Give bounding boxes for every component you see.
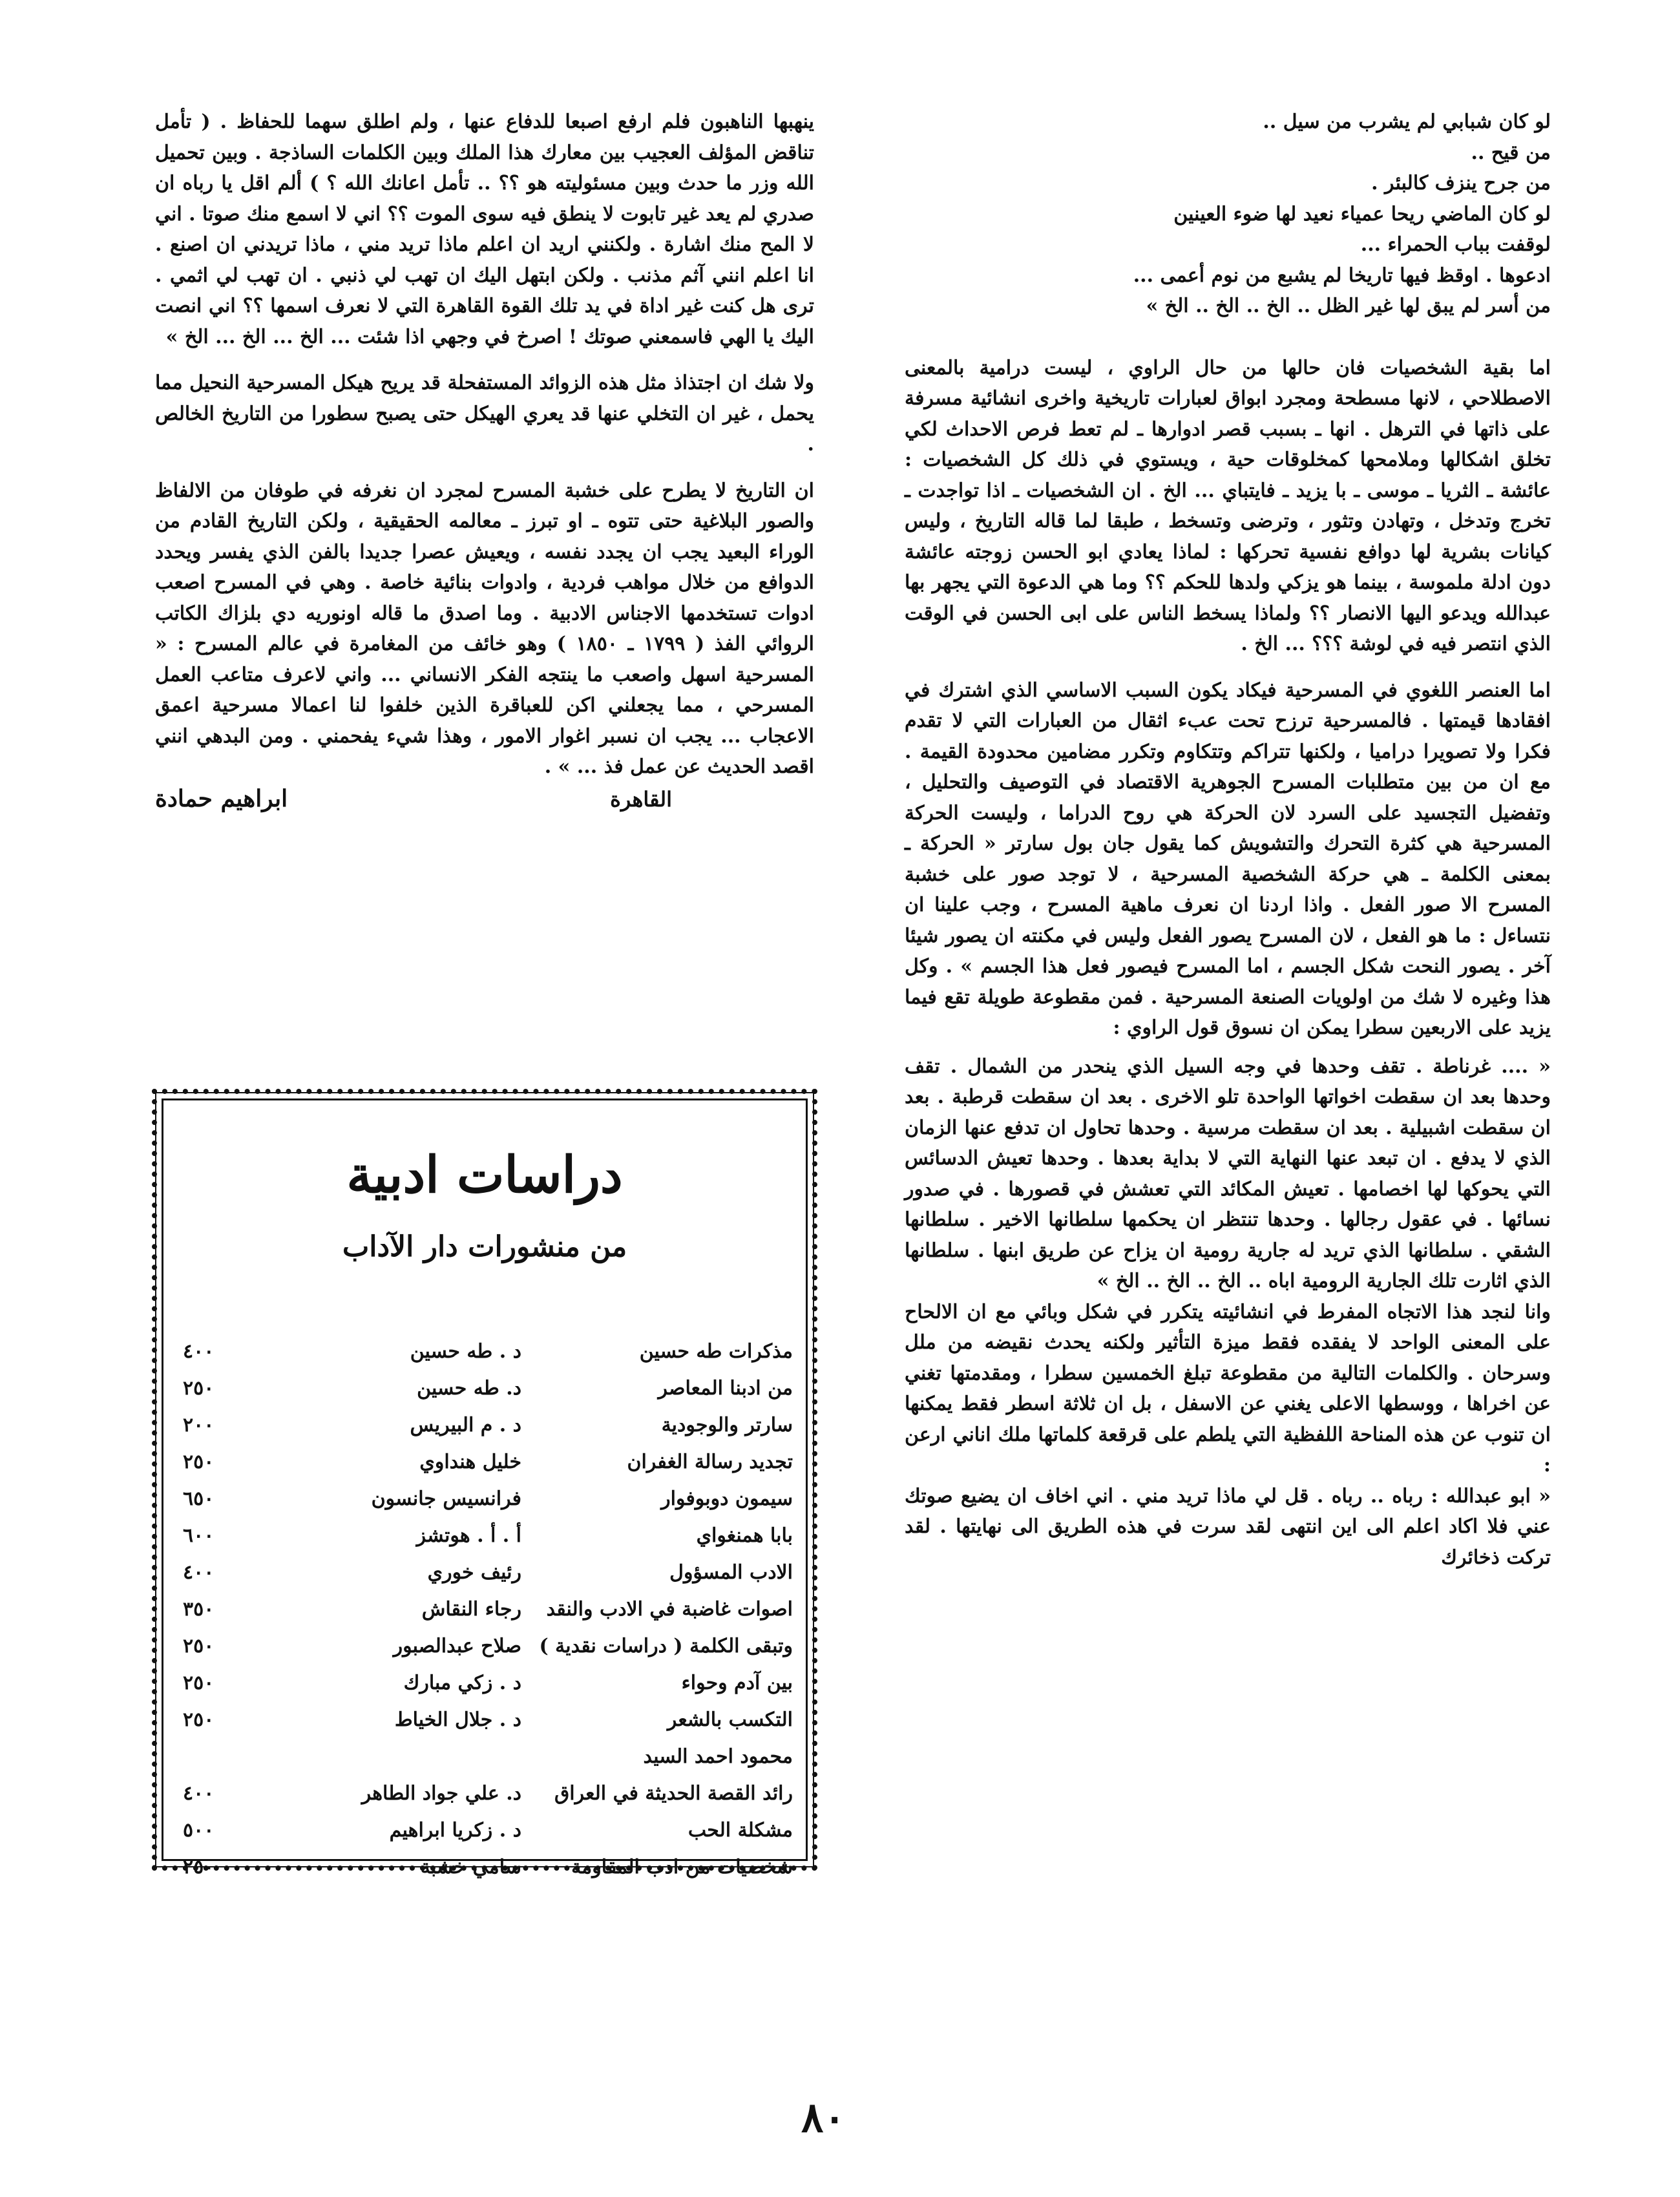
book-title: مذكرات طه حسين	[639, 1340, 793, 1363]
book-row	[176, 1701, 793, 1738]
book-row	[176, 1665, 793, 1701]
book-price: ٤٠٠	[183, 1782, 215, 1805]
advert-title: دراسات ادبية	[346, 1146, 623, 1204]
signature-city: القاهرة	[610, 786, 672, 812]
left-column	[155, 107, 814, 812]
book-price: ٢٥٠	[183, 1672, 215, 1694]
book-price: ٢٥٠	[183, 1856, 215, 1878]
book-title: تجديد رسالة الغفران	[627, 1451, 793, 1473]
paragraph: اما العنصر اللغوي في المسرحية فيكاد يكون السبب الاساسي الذي اشترك في افقادها قيمتها . فالمسرحية ترزح تحت عبء اثقال من العبارات التي لا تقدم فكرا ولا تصويرا دراميا ، ولكنها تتراكم وتتكاوم وتكرر مضامين محدودة القيمة . مع ان من بين متطلبات المسرح الجوهرية الاقتصاد في التوصيف والتحليل ، وتفضيل التجسيد على السرد لان الحركة هي روح الدراما ، وليست الحركة المسرحية هي كثرة التحرك والتشويش كما يقول جان بول سارتر « الحركة ـ بمعنى الكلمة ـ هي حركة الشخصية المسرحية ، لا توجد صور على خشبة المسرح الا صور الفعل . واذا اردنا ان نعرف ماهية المسرح ، وجب علينا ان نتساءل : ما هو الفعل ، لان المسرح يصور الفعل وليس في مكنته ان يصور شيئا آخر . يصور النحت شكل الجسم ، اما المسرح فيصور فعل هذا الجسم » . وكل هذا وغيره لا شك من اولويات الصنعة المسرحية . فمن مقطوعة طويلة تقع فيما يزيد على الاربعين سطرا يمكن ان نسوق قول الراوي :	[905, 678, 1551, 1039]
poem-line: من جرح ينزف كالبئر .	[1371, 172, 1551, 194]
poem-block	[905, 107, 1551, 322]
book-title: سيمون دوبوفوار	[661, 1487, 793, 1510]
book-author: رئيف خوري	[427, 1561, 521, 1584]
book-row	[176, 1517, 793, 1554]
book-title: اصوات غاضبة في الادب والنقد	[546, 1598, 793, 1621]
paragraph: اما بقية الشخصيات فان حالها من حال الراوي ، ليست درامية بالمعنى الاصطلاحي ، لانها مسطحة ومجرد ابواق لعبارات تاريخية واخرى انشائية مسرفة على ذاتها في الترهل . انها ـ بسبب قصر ادوارها ـ لم تعط فرص الاحداث لكي تخلق اشكالها وملامحها كمخلوقات حية ، ويستوي في ذلك كل الشخصيات : عائشة ـ الثريا ـ موسى ـ با يزيد ـ فايتباي ... الخ . ان الشخصيات ـ اذا تواجدت ـ تخرج وتدخل ، وتهادن وتثور ، وترضى وتسخط ، طبقا لما قاله التاريخ ، وليس كيانات بشرية لها دوافع نفسية تحركها : لماذا يعادي ابو الحسن زوجته عائشة دون ادلة ملموسة ، بينما هو يزكي ولدها للحكم ؟؟ وما هي الدعوة التي يجهر بها عبدالله ويدعو اليها الانصار ؟؟ ولماذا يسخط الناس على ابى الحسن في الوقت الذي انتصر فيه في لوشة ؟؟؟ ... الخ .	[905, 356, 1551, 655]
book-row	[176, 1628, 793, 1665]
signature-author: ابراهيم حمادة	[155, 784, 288, 812]
poem-line: ادعوها . اوقظ فيها تاريخا لم يشبع من نوم أعمى ...	[1133, 264, 1551, 287]
book-title: بين آدم وحواء	[681, 1672, 793, 1694]
book-author: أ . أ . هوتشز	[416, 1524, 521, 1547]
book-list	[176, 1333, 793, 1886]
book-author: د . م البيريس	[410, 1414, 521, 1436]
poem-line: لو كان الماضي ريحا عمياء نعيد لها ضوء العينين	[1173, 202, 1551, 226]
book-author: د. طه حسين	[417, 1377, 521, 1400]
book-author: د . زكريا ابراهيم	[389, 1819, 521, 1842]
book-price: ٢٥٠	[183, 1377, 215, 1400]
book-title: محمود احمد السيد	[643, 1745, 793, 1768]
paragraph: ان التاريخ لا يطرح على خشبة المسرح لمجرد ان نغرفه في طوفان من الالفاظ والصور البلاغية حتى تتوه ـ او تبرز ـ معالمه الحقيقية ، ولكن التاريخ القادم من الوراء البعيد يجب ان يجدد نفسه ، ويعيش عصرا جديدا بالفن الذي يفسر ويحدد الدوافع من خلال مواهب فردية ، وادوات بنائية خاصة . وهي في المسرح اصعب ادوات تستخدمها الاجناس الادبية . وما اصدق ما قاله اونوريه دي بلزاك الكاتب الروائي الفذ ( ١٧٩٩ ـ ١٨٥٠ ) وهو خائف من المغامرة في عالم المسرح : « المسرحية اسهل واصعب ما ينتجه الفكر الانساني ... واني لاعرف متاعب العمل المسرحي ، مما يجعلني اكن للعباقرة الذين خلفوا لنا اعمالا مسرحية اعمق الاعجاب ... يجب ان نسبر اغوار الامور ، وهذا شيء يفحمني . ومن البدهي انني اقصد الحديث عن عمل فذ ... » .	[155, 479, 814, 778]
book-row	[176, 1370, 793, 1407]
book-row	[176, 1480, 793, 1517]
book-author: د . جلال الخياط	[394, 1708, 521, 1731]
book-title: من ادبنا المعاصر	[658, 1377, 793, 1400]
poem-line: لوقفت بباب الحمراء ...	[1360, 233, 1551, 256]
book-author: سامي خشبة	[420, 1856, 521, 1878]
book-author: فرانسيس جانسون	[371, 1487, 521, 1510]
paragraph: وانا لنجد هذا الاتجاه المفرط في انشائيته يتكرر في شكل وبائي مع ان الالحاح على المعنى الواحد لا يفقده فقط ميزة التأثير ولكنه يحدث نقيضه من ملل وسرحان . والكلمات التالية من مقطوعة تبلغ الخمسين سطرا ، ومقدمتها تغني عن اخراها ، ووسطها الاعلى يغني عن الاسفل ، بل ان ثلاثة اسطر فقط يمكنها ان تنوب عن هذه المناحة اللفظية التي يلطم على قرقعة كلماتها ملك اناني ارعن :	[905, 1300, 1551, 1477]
book-row	[176, 1775, 793, 1812]
book-row	[176, 1554, 793, 1591]
book-title: التكسب بالشعر	[667, 1708, 793, 1731]
book-row	[176, 1738, 793, 1775]
book-title: وتبقى الكلمة ( دراسات نقدية )	[539, 1635, 793, 1657]
book-author: صلاح عبدالصبور	[393, 1635, 521, 1657]
book-title: مشكلة الحب	[688, 1819, 793, 1842]
book-author: رجاء النقاش	[421, 1598, 521, 1621]
book-price: ٣٥٠	[183, 1598, 215, 1621]
book-author: د . زكي مبارك	[403, 1672, 521, 1694]
book-advertisement	[162, 1098, 808, 1878]
right-column	[905, 107, 1551, 1573]
book-title: شخصيات من ادب المقاومة	[571, 1856, 793, 1878]
book-row	[176, 1591, 793, 1628]
book-row	[176, 1812, 793, 1849]
book-title: رائد القصة الحديثة في العراق	[554, 1782, 793, 1805]
poem-line: لو كان شبابي لم يشرب من سيل ..	[1263, 110, 1551, 133]
book-price: ٤٠٠	[183, 1340, 215, 1363]
book-row	[176, 1333, 793, 1370]
book-row	[176, 1444, 793, 1480]
advert-subtitle: من منشورات دار الآداب	[342, 1230, 627, 1263]
book-price: ٢٠٠	[183, 1414, 215, 1436]
book-title: سارتر والوجودية	[661, 1414, 793, 1436]
book-author: خليل هنداوي	[419, 1451, 521, 1473]
book-price: ٢٥٠	[183, 1451, 215, 1473]
poem-line: من أسر لم يبق لها غير الظل .. الخ .. الخ .. الخ »	[1146, 295, 1551, 317]
book-row	[176, 1407, 793, 1444]
book-price: ٥٠٠	[183, 1819, 215, 1842]
book-price: ٦٥٠	[183, 1487, 215, 1510]
quote-paragraph: « .... غرناطة . تقف وحدها في وجه السيل الذي ينحدر من الشمال . تقف وحدها بعد ان سقطت اخواتها الواحدة تلو الاخرى . بعد ان سقطت قرطبة . بعد ان سقطت اشبيلية . بعد ان سقطت مرسية . وحدها تحاول ان تدفع عنها الزمان الذي لا يدفع . ان تبعد عنها النهاية التي لا بداية بعدها . وحدها تعيش الدسائس التي يحوكها لها اخصامها . تعيش المكائد التي تعشش في قصورها . في صدور نسائها . في عقول رجالها . وحدها تنتظر ان يحكمها سلطانها الاخير . سلطانها الشقي . سلطانها الذي تريد له جارية رومية ان يزاح عن طريق ابنها . سلطانها الذي اثارت تلك الجارية الرومية اباه .. الخ .. الخ .. الخ »	[905, 1055, 1551, 1292]
page-number: ٨٠	[801, 2094, 846, 2142]
book-title: الادب المسؤول	[669, 1561, 793, 1584]
book-row	[176, 1849, 793, 1886]
paragraph: ينهبها الناهبون فلم ارفع اصبعا للدفاع عنها ، ولم اطلق سهما للحفاظ . ( تأمل تناقض المؤلف العجيب بين معارك هذا الملك وبين الكلمات الساذجة . وبين تحميل الله وزر ما حدث وبين مسئوليته هو ؟؟ .. تأمل اعانك الله ؟ ) ألم اقل يا رباه ان صدري لم يعد غير تابوت لا ينطق فيه سوى الموت ؟؟ اني لا اسمع منك صوتا . اني لا المح منك اشارة . ولكنني اريد ان اعلم ماذا تريد مني ، ماذا تريدني ان اصنع . انا اعلم انني آثم مذنب . ولكن ابتهل اليك ان تهب لي ذنبي . ان تهب لي اثمي . ترى هل كنت غير اداة في يد تلك القوة القاهرة التي لا نعرف اسمها ؟؟ اني انصت اليك يا الهي فاسمعني صوتك ! اصرخ في وجهي اذا شئت ... الخ ... الخ ... الخ »	[154, 110, 814, 348]
book-price: ٦٠٠	[183, 1524, 215, 1547]
book-price: ٢٥٠	[183, 1635, 215, 1657]
paragraph: ولا شك ان اجتذاذ مثل هذه الزوائد المستفحلة قد يريح هيكل المسرحية النحيل مما يحمل ، غير ان التخلي عنها قد يعري الهيكل حتى يصبح سطورا من التاريخ الخالص .	[155, 372, 814, 456]
book-price: ٢٥٠	[183, 1708, 215, 1731]
quote-paragraph: « ابو عبدالله : رباه .. رباه . قل لي ماذا تريد مني . اني اخاف ان يضيع صوتك عني فلا اكاد اعلم الى اين انتهى لقد سرت في هذه الطريق الى نهايتها . لقد تركت ذخائرك	[905, 1484, 1551, 1569]
book-title: بابا همنغواي	[696, 1524, 793, 1547]
signature	[155, 785, 814, 812]
poem-line: من قيح ..	[1471, 141, 1551, 164]
book-author: د. علي جواد الطاهر	[361, 1782, 521, 1805]
book-price: ٤٠٠	[183, 1561, 215, 1584]
book-author: د . طه حسين	[410, 1340, 521, 1363]
